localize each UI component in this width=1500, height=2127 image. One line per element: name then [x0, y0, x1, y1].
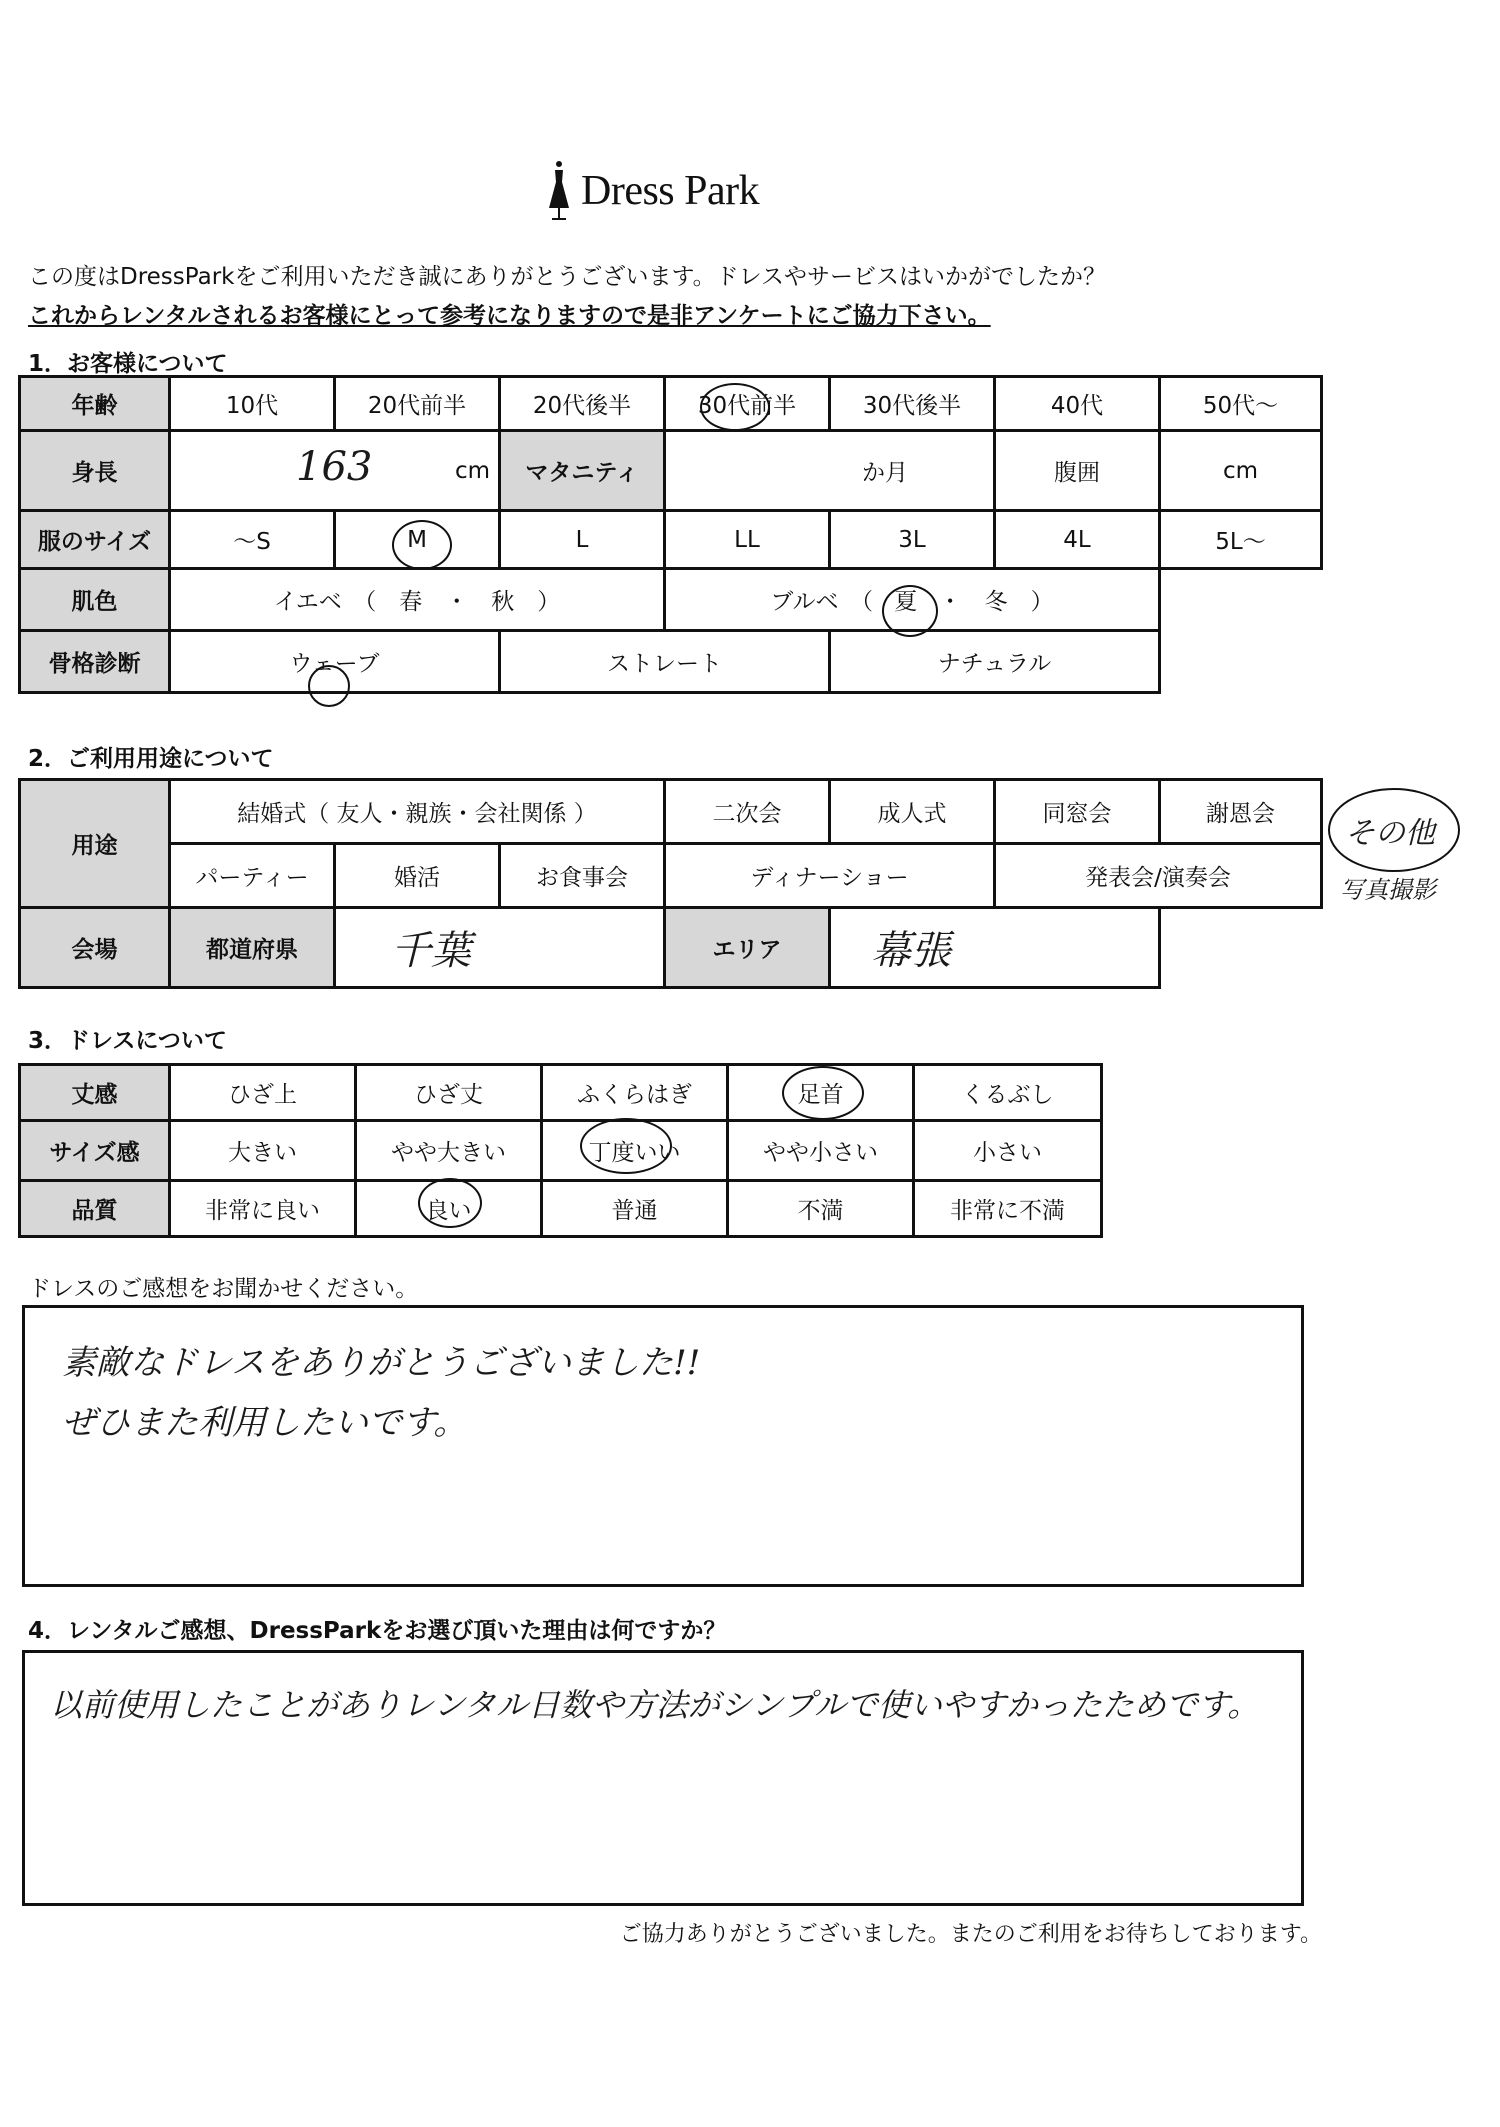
quality-row: [20, 1181, 1102, 1237]
section4-title: 4．レンタルご感想、DressParkをお選び頂いた理由は何ですか？: [28, 1618, 727, 1644]
size-option[interactable]: 5L～: [1160, 511, 1322, 569]
empty-cell: [1160, 631, 1322, 693]
selection-circle: [418, 1178, 482, 1228]
maternity-months[interactable]: か月: [665, 431, 995, 511]
selection-circle: [882, 585, 938, 637]
age-option-selected[interactable]: 30代前半: [665, 377, 830, 431]
quality-option[interactable]: 非常に良い: [170, 1181, 356, 1237]
selection-circle: [392, 520, 452, 570]
other-label: その他: [1345, 816, 1435, 851]
quality-label: 品質: [20, 1181, 170, 1237]
height-label: 身長: [20, 431, 170, 511]
purpose-label: 用途: [20, 780, 170, 908]
section1-title: 1．お客様について: [28, 351, 228, 377]
size-row: [20, 511, 1322, 569]
fit-option[interactable]: 大きい: [170, 1121, 356, 1181]
waist-unit[interactable]: cm: [1160, 431, 1322, 511]
venue-row: [20, 908, 1322, 988]
purpose-option[interactable]: 二次会: [665, 780, 830, 844]
age-option[interactable]: 20代後半: [500, 377, 665, 431]
intro-request: これからレンタルされるお客様にとって参考になりますので是非アンケートにご協力下さい。: [28, 303, 991, 329]
age-option[interactable]: 40代: [995, 377, 1160, 431]
length-option[interactable]: ふくらはぎ: [542, 1065, 728, 1121]
fit-option[interactable]: やや小さい: [728, 1121, 914, 1181]
maternity-label: マタニティ: [500, 431, 665, 511]
purpose-option[interactable]: 結婚式（ 友人・親族・会社関係 ）: [170, 780, 665, 844]
skin-blue-summer: 夏: [894, 589, 918, 615]
quality-option[interactable]: 不満: [728, 1181, 914, 1237]
footer-thanks: ご協力ありがとうございました。またのご利用をお待ちしております。: [619, 1922, 1322, 1947]
length-option[interactable]: くるぶし: [914, 1065, 1102, 1121]
fit-label: サイズ感: [20, 1121, 170, 1181]
dress-table: [18, 1063, 1103, 1238]
length-option[interactable]: ひざ丈: [356, 1065, 542, 1121]
size-option-selected[interactable]: M: [335, 511, 500, 569]
comment-line-1: 素敵なドレスをありがとうございました!!: [62, 1343, 701, 1383]
height-row: [20, 431, 1322, 511]
purpose-option[interactable]: パーティー: [170, 844, 335, 908]
frame-option-selected[interactable]: ウェーブ: [170, 631, 500, 693]
fit-row: [20, 1121, 1102, 1181]
area-value: 幕張: [871, 928, 951, 974]
logo-text: Dress Park: [581, 168, 760, 214]
area-label: エリア: [665, 908, 830, 988]
quality-option-selected[interactable]: 良い: [356, 1181, 542, 1237]
purpose-option[interactable]: 発表会/演奏会: [995, 844, 1322, 908]
purpose-option[interactable]: お食事会: [500, 844, 665, 908]
dresspark-logo: [545, 160, 759, 222]
other-value: 写真撮影: [1340, 876, 1436, 904]
skin-blue-prefix: ブルベ （: [770, 589, 873, 615]
purpose-option[interactable]: ディナーショー: [665, 844, 995, 908]
prefecture-value: 千葉: [391, 928, 471, 974]
size-option[interactable]: ～S: [170, 511, 335, 569]
purpose-row-2: [20, 844, 1322, 908]
length-label: 丈感: [20, 1065, 170, 1121]
frame-row: [20, 631, 1322, 693]
selection-circle: [308, 665, 350, 707]
age-option[interactable]: 20代前半: [335, 377, 500, 431]
dress-mannequin-icon: [545, 160, 573, 222]
length-option-selected[interactable]: 足首: [728, 1065, 914, 1121]
age-row: [20, 377, 1322, 431]
skin-blue-suffix: ・ 冬 ）: [938, 589, 1054, 615]
quality-option[interactable]: 非常に不満: [914, 1181, 1102, 1237]
venue-label: 会場: [20, 908, 170, 988]
frame-option[interactable]: ナチュラル: [830, 631, 1160, 693]
quality-option[interactable]: 普通: [542, 1181, 728, 1237]
waist-label: 腹囲: [995, 431, 1160, 511]
fit-option[interactable]: 小さい: [914, 1121, 1102, 1181]
purpose-option[interactable]: 成人式: [830, 780, 995, 844]
size-option[interactable]: 4L: [995, 511, 1160, 569]
length-row: [20, 1065, 1102, 1121]
height-field[interactable]: [170, 431, 500, 511]
skin-row: [20, 569, 1322, 631]
comment-line-2: ぜひまた利用したいです。: [62, 1403, 468, 1443]
intro-thanks: この度はDressParkをご利用いただき誠にありがとうございます。ドレスやサービスはいかがでしたか？: [28, 264, 1106, 290]
selection-circle: [782, 1066, 864, 1120]
size-option[interactable]: 3L: [830, 511, 995, 569]
comment-label: ドレスのご感想をお聞かせください。: [28, 1276, 419, 1302]
prefecture-field[interactable]: [335, 908, 665, 988]
selection-circle: [700, 383, 770, 431]
empty-cell: [1160, 908, 1322, 988]
prefecture-label: 都道府県: [170, 908, 335, 988]
frame-option[interactable]: ストレート: [500, 631, 830, 693]
size-label: 服のサイズ: [20, 511, 170, 569]
age-option[interactable]: 10代: [170, 377, 335, 431]
fit-option-selected[interactable]: 丁度いい: [542, 1121, 728, 1181]
purpose-table: [18, 778, 1323, 989]
customer-info-table: [18, 375, 1323, 694]
purpose-option[interactable]: 謝恩会: [1160, 780, 1322, 844]
age-option[interactable]: 30代後半: [830, 377, 995, 431]
selection-circle: [580, 1118, 672, 1174]
skin-label: 肌色: [20, 569, 170, 631]
section2-title: 2．ご利用用途について: [28, 746, 274, 772]
empty-cell: [1160, 569, 1322, 631]
age-option[interactable]: 50代～: [1160, 377, 1322, 431]
size-option[interactable]: LL: [665, 511, 830, 569]
size-option[interactable]: L: [500, 511, 665, 569]
skin-yellow-base[interactable]: イエベ （ 春 ・ 秋 ）: [170, 569, 665, 631]
purpose-row-1: [20, 780, 1322, 844]
age-label: 年齢: [20, 377, 170, 431]
section3-title: 3．ドレスについて: [28, 1028, 227, 1054]
purpose-option[interactable]: 婚活: [335, 844, 500, 908]
frame-label: 骨格診断: [20, 631, 170, 693]
fit-option[interactable]: やや大きい: [356, 1121, 542, 1181]
height-unit: cm: [454, 458, 490, 484]
area-field[interactable]: [830, 908, 1160, 988]
height-value: 163: [296, 444, 373, 490]
reason-answer: 以前使用したことがありレンタル日数や方法がシンプルで使いやすかったためです。: [50, 1686, 1260, 1724]
purpose-option[interactable]: 同窓会: [995, 780, 1160, 844]
length-option[interactable]: ひざ上: [170, 1065, 356, 1121]
